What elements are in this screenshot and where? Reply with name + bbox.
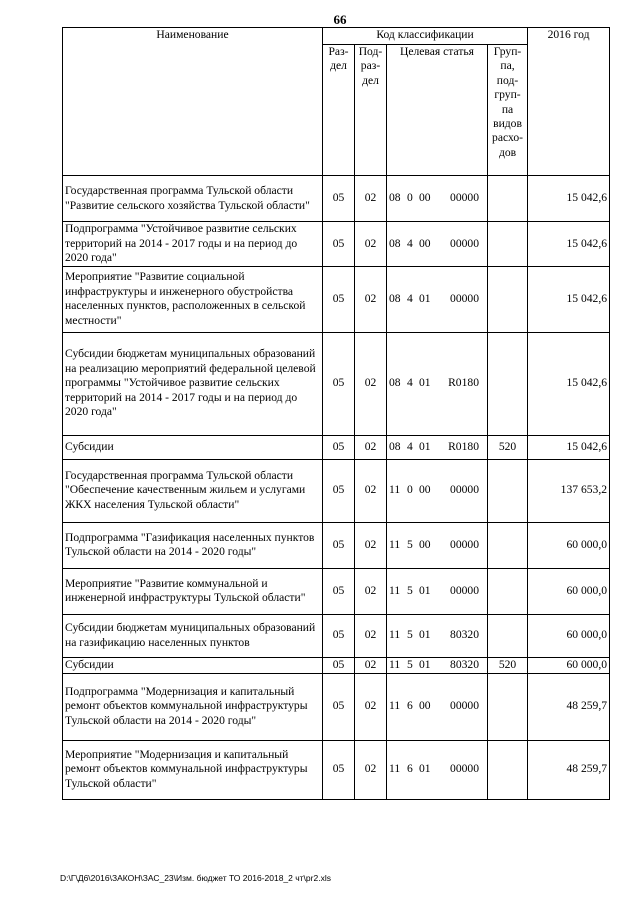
row-name: Субсидии bbox=[63, 435, 323, 459]
target-article-part: 5 bbox=[407, 628, 413, 642]
table-row bbox=[63, 522, 610, 568]
target-article-part: 6 bbox=[407, 762, 413, 776]
row-target-article bbox=[387, 176, 488, 222]
target-article-part: 80320 bbox=[450, 657, 479, 671]
header-podrazdel: Под- раз- дел bbox=[355, 45, 387, 176]
row-name: Субсидии бюджетам муниципальных образований на реализацию мероприятий федеральной целевой программы "Устойчивое развитие сельских территорий на 2014 - 2017 годы и на период до 2020 года" bbox=[63, 332, 323, 435]
row-amount: 60 000,0 bbox=[528, 522, 610, 568]
row-amount: 48 259,7 bbox=[528, 673, 610, 740]
row-expense-group bbox=[488, 176, 528, 222]
row-expense-group bbox=[488, 740, 528, 799]
row-amount: 48 259,7 bbox=[528, 740, 610, 799]
row-name: Субсидии bbox=[63, 657, 323, 673]
target-article-part: 00000 bbox=[450, 762, 479, 776]
row-podrazdel: 02 bbox=[355, 332, 387, 435]
row-podrazdel: 02 bbox=[355, 657, 387, 673]
row-razdel: 05 bbox=[323, 459, 355, 522]
row-razdel: 05 bbox=[323, 222, 355, 267]
target-article-part: 00 bbox=[419, 699, 431, 713]
table-row bbox=[63, 332, 610, 435]
row-amount: 137 653,2 bbox=[528, 459, 610, 522]
row-name: Государственная программа Тульской области "Обеспечение качественным жильем и услугами ЖКХ населения Тульской области" bbox=[63, 459, 323, 522]
row-podrazdel: 02 bbox=[355, 222, 387, 267]
row-name: Мероприятие "Модернизация и капитальный ремонт объектов коммунальной инфраструктуры Тульской области" bbox=[63, 740, 323, 799]
target-article-part: 80320 bbox=[450, 628, 479, 642]
header-code-group: Код классификации bbox=[323, 28, 528, 45]
row-expense-group: 520 bbox=[488, 435, 528, 459]
row-name: Подпрограмма "Модернизация и капитальный ремонт объектов коммунальной инфраструктуры Тульской области на 2014 - 2020 годы" bbox=[63, 673, 323, 740]
target-article-part: 01 bbox=[419, 762, 431, 776]
target-article-part: 00 bbox=[419, 236, 431, 250]
row-name: Мероприятие "Развитие социальной инфраструктуры и инженерного обустройства населенных пунктов, расположенных в сельской местности" bbox=[63, 266, 323, 332]
row-razdel: 05 bbox=[323, 266, 355, 332]
target-article-part: 00000 bbox=[450, 699, 479, 713]
header-year: 2016 год bbox=[528, 28, 610, 176]
target-article-part: 01 bbox=[419, 628, 431, 642]
target-article-part: 4 bbox=[407, 236, 413, 250]
header-group: Груп- па, под- груп- па видов расхо- дов bbox=[488, 45, 528, 176]
row-amount: 60 000,0 bbox=[528, 614, 610, 657]
row-expense-group bbox=[488, 332, 528, 435]
table-row bbox=[63, 673, 610, 740]
table-row bbox=[63, 614, 610, 657]
target-article-part: 11 bbox=[389, 583, 401, 597]
target-article-part: 00000 bbox=[450, 583, 479, 597]
row-target-article bbox=[387, 459, 488, 522]
target-article-part: 01 bbox=[419, 376, 431, 390]
row-podrazdel: 02 bbox=[355, 522, 387, 568]
table-row bbox=[63, 459, 610, 522]
row-razdel: 05 bbox=[323, 568, 355, 614]
row-podrazdel: 02 bbox=[355, 266, 387, 332]
row-podrazdel: 02 bbox=[355, 176, 387, 222]
target-article-part: 08 bbox=[389, 376, 401, 390]
row-target-article bbox=[387, 266, 488, 332]
target-article-part: 00 bbox=[419, 191, 431, 205]
target-article-part: 11 bbox=[389, 628, 401, 642]
row-target-article bbox=[387, 435, 488, 459]
table-row bbox=[63, 176, 610, 222]
row-target-article bbox=[387, 522, 488, 568]
row-target-article bbox=[387, 568, 488, 614]
row-amount: 15 042,6 bbox=[528, 222, 610, 267]
target-article-part: 11 bbox=[389, 699, 401, 713]
row-expense-group bbox=[488, 459, 528, 522]
row-target-article bbox=[387, 222, 488, 267]
row-razdel: 05 bbox=[323, 614, 355, 657]
row-podrazdel: 02 bbox=[355, 740, 387, 799]
target-article-part: 08 bbox=[389, 439, 401, 453]
table-row bbox=[63, 435, 610, 459]
row-expense-group bbox=[488, 614, 528, 657]
row-expense-group bbox=[488, 522, 528, 568]
header-name: Наименование bbox=[63, 28, 323, 176]
table-row bbox=[63, 657, 610, 673]
target-article-part: 00000 bbox=[450, 483, 479, 497]
target-article-part: 11 bbox=[389, 483, 401, 497]
row-expense-group: 520 bbox=[488, 657, 528, 673]
target-article-part: 5 bbox=[407, 537, 413, 551]
row-name: Подпрограмма "Газификация населенных пунктов Тульской области на 2014 - 2020 годы" bbox=[63, 522, 323, 568]
target-article-part: 4 bbox=[407, 291, 413, 305]
target-article-part: 0 bbox=[407, 483, 413, 497]
file-path-footer: D:\Г\Д6\2016\ЗАКОН\ЗАС_23\Изм. бюджет ТО 2016-2018_2 чт\pr2.xls bbox=[60, 873, 331, 883]
row-target-article bbox=[387, 614, 488, 657]
page-number: 66 bbox=[333, 12, 347, 27]
target-article-part: 08 bbox=[389, 236, 401, 250]
target-article-part: 5 bbox=[407, 583, 413, 597]
target-article-part: 00000 bbox=[450, 291, 479, 305]
target-article-part: 08 bbox=[389, 191, 401, 205]
target-article-part: 0 bbox=[407, 191, 413, 205]
table-row bbox=[63, 568, 610, 614]
target-article-part: 00000 bbox=[450, 236, 479, 250]
table-row bbox=[63, 740, 610, 799]
row-name: Подпрограмма "Устойчивое развитие сельских территорий на 2014 - 2017 годы и на период до 2020 года" bbox=[63, 222, 323, 267]
row-razdel: 05 bbox=[323, 657, 355, 673]
target-article-part: 11 bbox=[389, 762, 401, 776]
header-razdel: Раз- дел bbox=[323, 45, 355, 176]
row-podrazdel: 02 bbox=[355, 459, 387, 522]
row-podrazdel: 02 bbox=[355, 673, 387, 740]
row-amount: 15 042,6 bbox=[528, 435, 610, 459]
target-article-part: 11 bbox=[389, 657, 401, 671]
target-article-part: 01 bbox=[419, 291, 431, 305]
row-name: Субсидии бюджетам муниципальных образований на газификацию населенных пунктов bbox=[63, 614, 323, 657]
target-article-part: R0180 bbox=[448, 439, 479, 453]
row-name: Мероприятие "Развитие коммунальной и инженерной инфраструктуры Тульской области" bbox=[63, 568, 323, 614]
row-podrazdel: 02 bbox=[355, 568, 387, 614]
target-article-part: 4 bbox=[407, 439, 413, 453]
header-target: Целевая статья bbox=[387, 45, 488, 176]
target-article-part: 11 bbox=[389, 537, 401, 551]
target-article-part: 4 bbox=[407, 376, 413, 390]
row-amount: 15 042,6 bbox=[528, 176, 610, 222]
row-amount: 15 042,6 bbox=[528, 332, 610, 435]
row-target-article bbox=[387, 673, 488, 740]
table-row bbox=[63, 266, 610, 332]
row-razdel: 05 bbox=[323, 673, 355, 740]
row-razdel: 05 bbox=[323, 176, 355, 222]
target-article-part: 01 bbox=[419, 583, 431, 597]
target-article-part: R0180 bbox=[448, 376, 479, 390]
target-article-part: 00 bbox=[419, 537, 431, 551]
row-expense-group bbox=[488, 266, 528, 332]
row-podrazdel: 02 bbox=[355, 614, 387, 657]
row-target-article bbox=[387, 740, 488, 799]
row-razdel: 05 bbox=[323, 522, 355, 568]
target-article-part: 00000 bbox=[450, 537, 479, 551]
target-article-part: 00000 bbox=[450, 191, 479, 205]
target-article-part: 01 bbox=[419, 657, 431, 671]
target-article-part: 5 bbox=[407, 657, 413, 671]
target-article-part: 01 bbox=[419, 439, 431, 453]
target-article-part: 6 bbox=[407, 699, 413, 713]
row-amount: 60 000,0 bbox=[528, 657, 610, 673]
target-article-part: 08 bbox=[389, 291, 401, 305]
row-name: Государственная программа Тульской области "Развитие сельского хозяйства Тульской области" bbox=[63, 176, 323, 222]
row-razdel: 05 bbox=[323, 435, 355, 459]
target-article-part: 00 bbox=[419, 483, 431, 497]
row-target-article bbox=[387, 657, 488, 673]
row-razdel: 05 bbox=[323, 740, 355, 799]
row-expense-group bbox=[488, 673, 528, 740]
row-podrazdel: 02 bbox=[355, 435, 387, 459]
table-row bbox=[63, 222, 610, 267]
row-amount: 15 042,6 bbox=[528, 266, 610, 332]
budget-table bbox=[62, 27, 610, 800]
row-razdel: 05 bbox=[323, 332, 355, 435]
row-amount: 60 000,0 bbox=[528, 568, 610, 614]
row-expense-group bbox=[488, 222, 528, 267]
row-expense-group bbox=[488, 568, 528, 614]
row-target-article bbox=[387, 332, 488, 435]
